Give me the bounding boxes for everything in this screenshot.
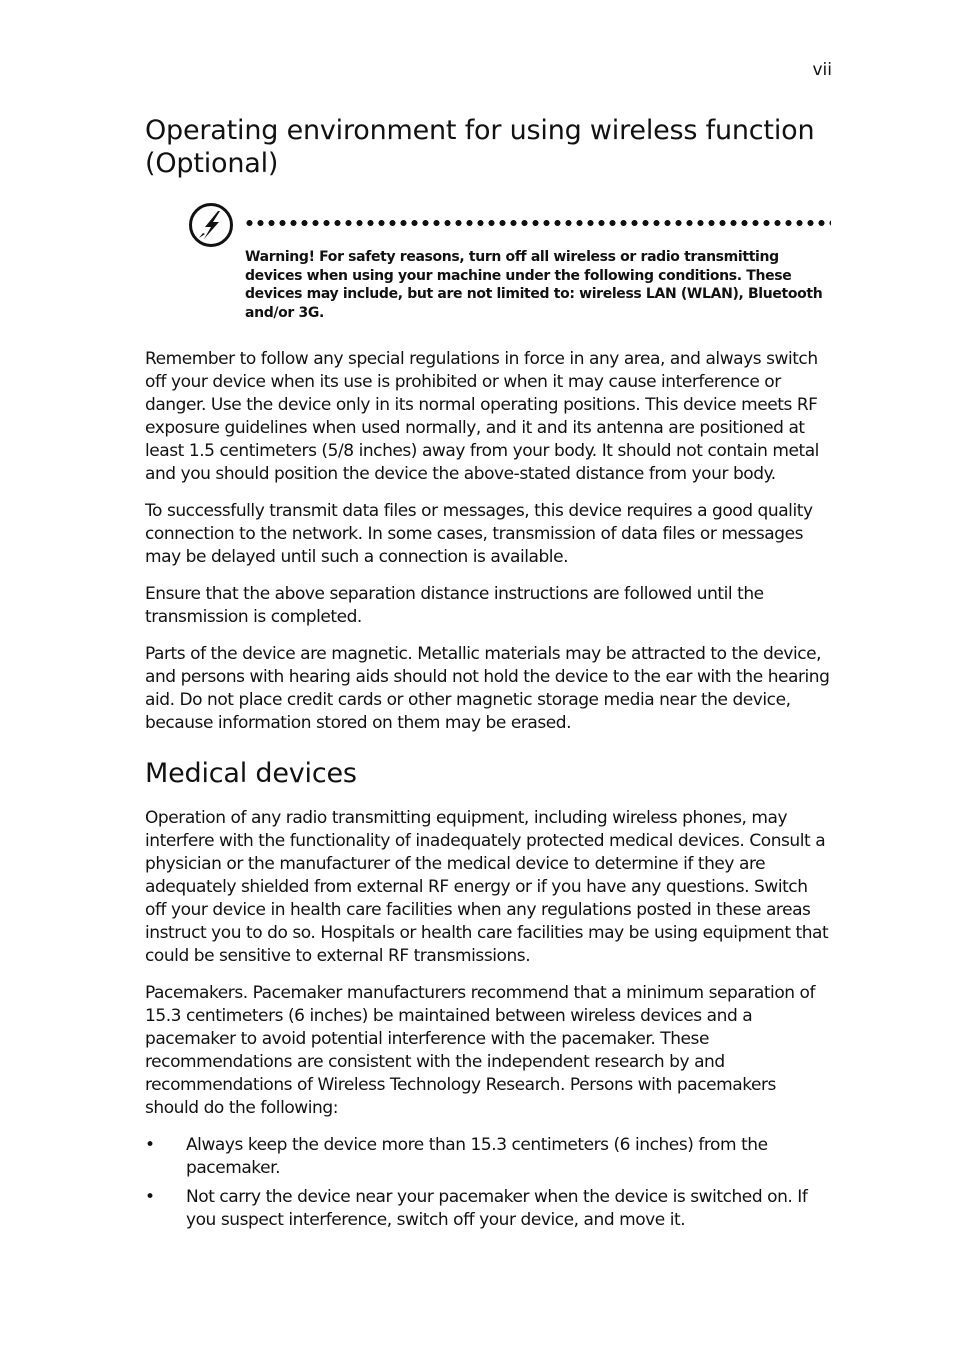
dotted-rule	[244, 220, 831, 226]
paragraph: Remember to follow any special regulations in force in any area, and always switch off your device when its use is prohibited or when it may cause interference or danger. Use the device only in its normal operating positions. This device meets RF exposure guidelines when used normally, and it and its antenna are positioned at least 1.5 centimeters (5/8 inches) away from your body. It should not contain metal and you should position the device the above-stated distance from your body.	[145, 349, 819, 484]
page-number: vii	[812, 60, 832, 80]
page-content	[145, 114, 831, 1238]
warning-box	[188, 202, 831, 324]
lightning-bolt-icon	[188, 202, 234, 248]
paragraph: Pacemakers. Pacemaker manufacturers recommend that a minimum separation of 15.3 centimeters (6 inches) be maintained between wireless devices and a pacemaker to avoid potential interference with the pacemaker. These recommendations are consistent with the independent research by and recommendations of Wireless Technology Research. Persons with pacemakers should do the following:	[145, 983, 816, 1118]
list-item	[145, 1186, 831, 1232]
warning-text: Warning! For safety reasons, turn off all wireless or radio transmitting devices when using your machine under the following conditions. These devices may include, but are not limited to: wireless LAN (WLAN), Bluetooth and/or 3G.	[245, 249, 823, 321]
section-heading-wireless: Operating environment for using wireless function (Optional)	[145, 115, 815, 179]
bullet-icon: •	[145, 1135, 155, 1155]
paragraph: Operation of any radio transmitting equipment, including wireless phones, may interfere with the functionality of inadequately protected medical devices. Consult a physician or the manufacturer of the medical device to determine if they are adequately shielded from external RF energy or if you have any questions. Switch off your device in health care facilities when any regulations posted in these areas instruct you to do so. Hospitals or health care facilities may be using equipment that could be sensitive to external RF transmissions.	[145, 808, 829, 966]
list-item-text: Always keep the device more than 15.3 centimeters (6 inches) from the pacemaker.	[186, 1135, 768, 1178]
paragraph: Ensure that the above separation distance instructions are followed until the transmission is completed.	[145, 584, 764, 627]
list-item	[145, 1134, 831, 1180]
list-item-text: Not carry the device near your pacemaker when the device is switched on. If you suspect interference, switch off your device, and move it.	[186, 1187, 808, 1230]
paragraph: To successfully transmit data files or messages, this device requires a good quality connection to the network. In some cases, transmission of data files or messages may be delayed until such a connection is available.	[145, 501, 813, 567]
section-heading-medical: Medical devices	[145, 758, 357, 789]
paragraph: Parts of the device are magnetic. Metallic materials may be attracted to the device, and persons with hearing aids should not hold the device to the ear with the hearing aid. Do not place credit cards or other magnetic storage media near the device, because information stored on them may be erased.	[145, 644, 830, 733]
bullet-icon: •	[145, 1187, 155, 1207]
bullet-list	[145, 1134, 831, 1232]
